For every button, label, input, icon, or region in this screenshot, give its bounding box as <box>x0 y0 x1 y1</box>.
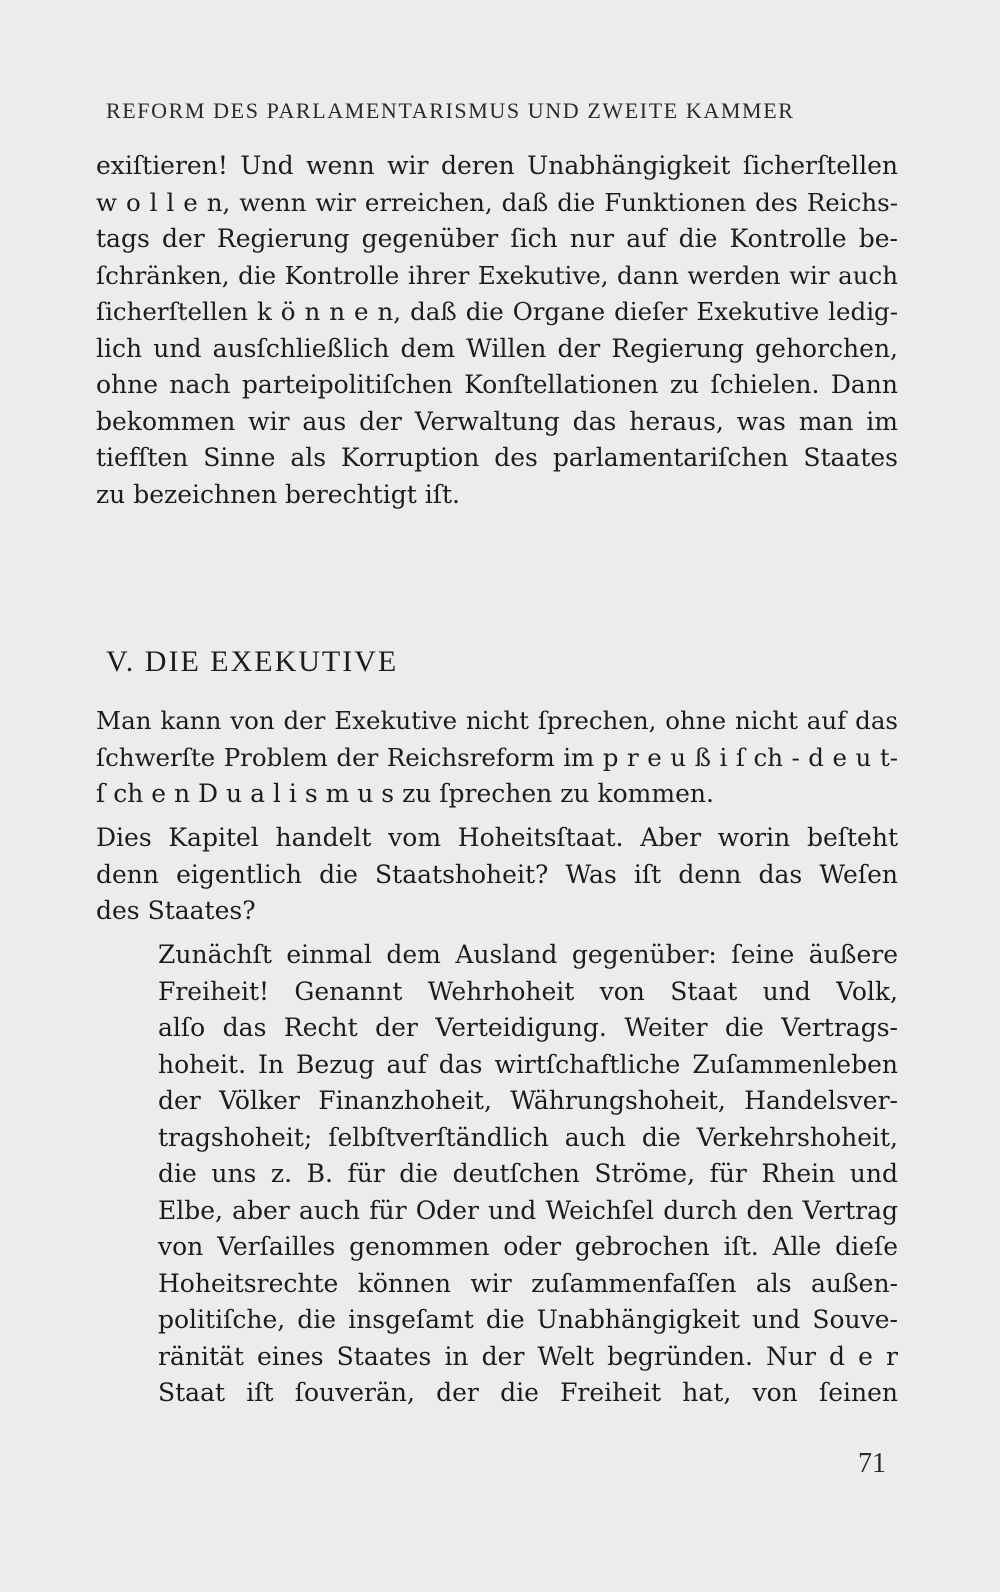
paragraph-state-sovereignty-question <box>96 820 898 930</box>
text-line: Freiheit! Genannt Wehrhoheit von Staat und Volk, <box>158 976 898 1006</box>
text-line: Elbe, aber auch für Oder und Weichſel durch den Vertrag <box>158 1195 898 1225</box>
text-line: ohne nach parteipolitiſchen Konſtellationen zu ſchielen. Dann <box>96 370 898 399</box>
running-head: REFORM DES PARLAMENTARISMUS UND ZWEITE KAMMER <box>106 98 795 123</box>
text-line: ſchränken, die Kontrolle ihrer Exekutive, dann werden wir auch <box>96 260 898 290</box>
paragraph-executive-intro <box>96 703 898 813</box>
text-line: ſchwerſte Problem der Reichsreform im p r e u ß i ſ ch - d e u t- <box>96 742 898 772</box>
text-line: ſ ch e n D u a l i s m u s zu ſprechen zu kommen. <box>96 779 714 808</box>
text-line: lich und ausſchließlich dem Willen der Regierung gehorchen, <box>96 333 898 363</box>
text-line: ſicherſtellen k ö n n e n, daß die Organe dieſer Exekutive ledig- <box>96 297 898 326</box>
text-line: die uns z. B. für die deutſchen Ströme, für Rhein und <box>158 1159 898 1188</box>
text-line: der Völker Finanzhoheit, Währungshoheit, Handelsver- <box>158 1086 898 1115</box>
paragraph-foreign-sovereignty <box>158 937 898 1412</box>
text-line: exiſtieren! Und wenn wir deren Unabhängigkeit ſicherſtellen <box>96 151 898 180</box>
text-line: Zunächſt einmal dem Ausland gegenüber: ſeine äußere <box>158 940 898 969</box>
text-line: alſo das Recht der Verteidigung. Weiter die Vertrags- <box>158 1013 898 1042</box>
page-number: 71 <box>858 1448 886 1479</box>
section-heading: V. DIE EXEKUTIVE <box>106 645 399 678</box>
text-line: zu bezeichnen berechtigt iſt. <box>96 479 460 509</box>
text-line: ränität eines Staates in der Welt begründen. Nur d e r <box>158 1341 898 1371</box>
text-line: Staat iſt ſouverän, der die Freiheit hat, von ſeinen <box>158 1378 898 1407</box>
text-line: tragshoheit; ſelbſtverſtändlich auch die Verkehrshoheit, <box>158 1122 898 1152</box>
text-line: tiefſten Sinne als Korruption des parlamentariſchen Staates <box>96 443 898 472</box>
text-line: politiſche, die insgeſamt die Unabhängigkeit und Souve- <box>158 1305 898 1334</box>
text-line: Hoheitsrechte können wir zuſammenfaſſen als außen- <box>158 1268 898 1298</box>
text-line: Dies Kapitel handelt vom Hoheitsſtaat. Aber worin beſteht <box>96 823 898 852</box>
text-line: w o l l e n, wenn wir erreichen, daß die Funktionen des Reichs- <box>96 187 898 217</box>
text-line: des Staates? <box>96 896 256 925</box>
text-line: tags der Regierung gegenüber ſich nur auf die Kontrolle be- <box>96 224 898 253</box>
text-line: denn eigentlich die Staatshoheit? Was iſt denn das Weſen <box>96 859 898 889</box>
text-line: von Verſailles genommen oder gebrochen iſt. Alle dieſe <box>158 1232 898 1261</box>
paragraph-continuation <box>96 148 898 513</box>
text-line: Man kann von der Exekutive nicht ſprechen, ohne nicht auf das <box>96 706 898 735</box>
text-line: bekommen wir aus der Verwaltung das heraus, was man im <box>96 406 898 436</box>
text-line: hoheit. In Bezug auf das wirtſchaftliche Zuſammenleben <box>158 1049 898 1079</box>
